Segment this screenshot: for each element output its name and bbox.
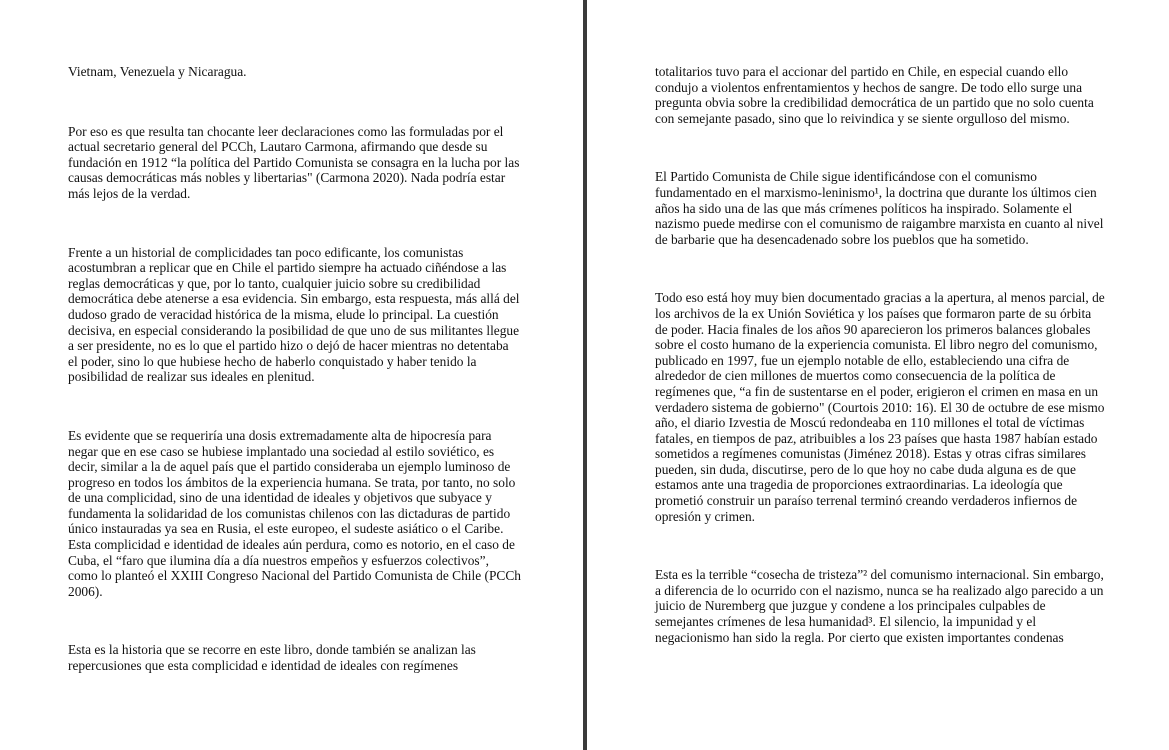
left-page xyxy=(0,0,583,750)
paragraph: Esta es la historia que se recorre en este libro, donde también se analizan las repercusiones que esta complicidad e identidad de ideales con regímenes xyxy=(68,642,476,674)
paragraph: El Partido Comunista de Chile sigue identificándose con el comunismo fundamentado en el marxismo-leninismo¹, la doctrina que durante los últimos cien años ha sido una de las que más crímenes políticos ha inspirado. Solamente el nazismo puede medirse con el comunismo de raigambre marxista en cuanto al nivel de barbarie que ha desencadenado sobre los pueblos que ha sometido. xyxy=(655,169,1104,247)
paragraph: Vietnam, Venezuela y Nicaragua. xyxy=(68,64,247,79)
paragraph: Todo eso está hoy muy bien documentado gracias a la apertura, al menos parcial, de los archivos de la ex Unión Soviética y los países que formaron parte de su órbita de poder. Hacia finales de los años 90 aparecieron los primeros balances globales sobre el costo humano de la experiencia comunista. El libro negro del comunismo, publicado en 1997, fue un ejemplo notable de ello, estableciendo una cifra de alrededor de cien millones de muertos como consecuencia de la política de regímenes que, “a fin de sustentarse en el poder, erigieron el crimen en masa en un verdadero sistema de gobierno" (Courtois 2010: 16). El 30 de octubre de ese mismo año, el diario Izvestia de Moscú redondeaba en 110 millones el total de víctimas fatales, en tiempos de paz, atribuibles a los 23 países que hasta 1987 habían estado sometidos a regímenes comunistas (Jiménez 2018). Estas y otras cifras similares pueden, sin duda, discutirse, pero de lo que hoy no cabe duda alguna es de que estamos ante una tragedia de proporciones extraordinarias. La ideología que prometió construir un paraíso terrenal terminó creando verdaderos infiernos de opresión y crimen. xyxy=(655,290,1105,524)
paragraph: Por eso es que resulta tan chocante leer declaraciones como las formuladas por el actual secretario general del PCCh, Lautaro Carmona, afirmando que desde su fundación en 1912 “la política del Partido Comunista se consagra en la lucha por las causas democráticas más nobles y libertarias" (Carmona 2020). Nada podría estar más lejos de la verdad. xyxy=(68,123,520,201)
paragraph: Esta es la terrible “cosecha de tristeza”² del comunismo internacional. Sin embargo, a diferencia de lo ocurrido con el nazismo, nunca se ha realizado algo parecido a un juicio de Nuremberg que juzgue y condene a los principales culpables de semejantes crímenes de lesa humanidad³. El silencio, la impunidad y el negacionismo han sido la regla. Por cierto que existen importantes condenas xyxy=(655,567,1104,645)
paragraph: totalitarios tuvo para el accionar del partido en Chile, en especial cuando ello condujo a violentos enfrentamientos y hechos de sangre. De todo ello surge una pregunta obvia sobre la credibilidad democrática de un partido que no solo cuenta con semejante pasado, sino que lo reivindica y se siente orgulloso del mismo. xyxy=(655,64,1094,126)
paragraph: Es evidente que se requeriría una dosis extremadamente alta de hipocresía para negar que en ese caso se hubiese implantado una sociedad al estilo soviético, es decir, similar a la de aquel país que el partido consideraba un ejemplo luminoso de progreso en todos los ámbitos de la experiencia humana. Se trata, por tanto, no solo de una complicidad, sino de una identidad de ideales y objetivos que subyace y fundamenta la solidaridad de los comunistas chilenos con las dictaduras de partido único instauradas ya sea en Rusia, el este europeo, el sudeste asiático o el Caribe. Esta complicidad e identidad de ideales aún perdura, como es notorio, en el caso de Cuba, el “faro que ilumina día a día nuestros empeños y esfuerzos colectivos”, como lo planteó el XXIII Congreso Nacional del Partido Comunista de Chile (PCCh 2006). xyxy=(68,427,521,599)
right-page xyxy=(587,0,1169,750)
paragraph: Frente a un historial de complicidades tan poco edificante, los comunistas acostumbran a replicar que en Chile el partido siempre ha actuado ciñéndose a las reglas democráticas y que, por lo tanto, cualquier juicio sobre su credibilidad democrática debe atenerse a esa evidencia. Sin embargo, esta respuesta, más allá del dudoso grado de veracidad histórica de la misma, elude lo principal. La cuestión decisiva, en especial considerando la posibilidad de que uno de sus militantes llegue a ser presidente, no es lo que el partido hizo o dejó de hacer mientras no detentaba el poder, sino lo que hubiese hecho de haberlo conquistado y haber tenido la posibilidad de realizar sus ideales en plenitud. xyxy=(68,244,520,385)
